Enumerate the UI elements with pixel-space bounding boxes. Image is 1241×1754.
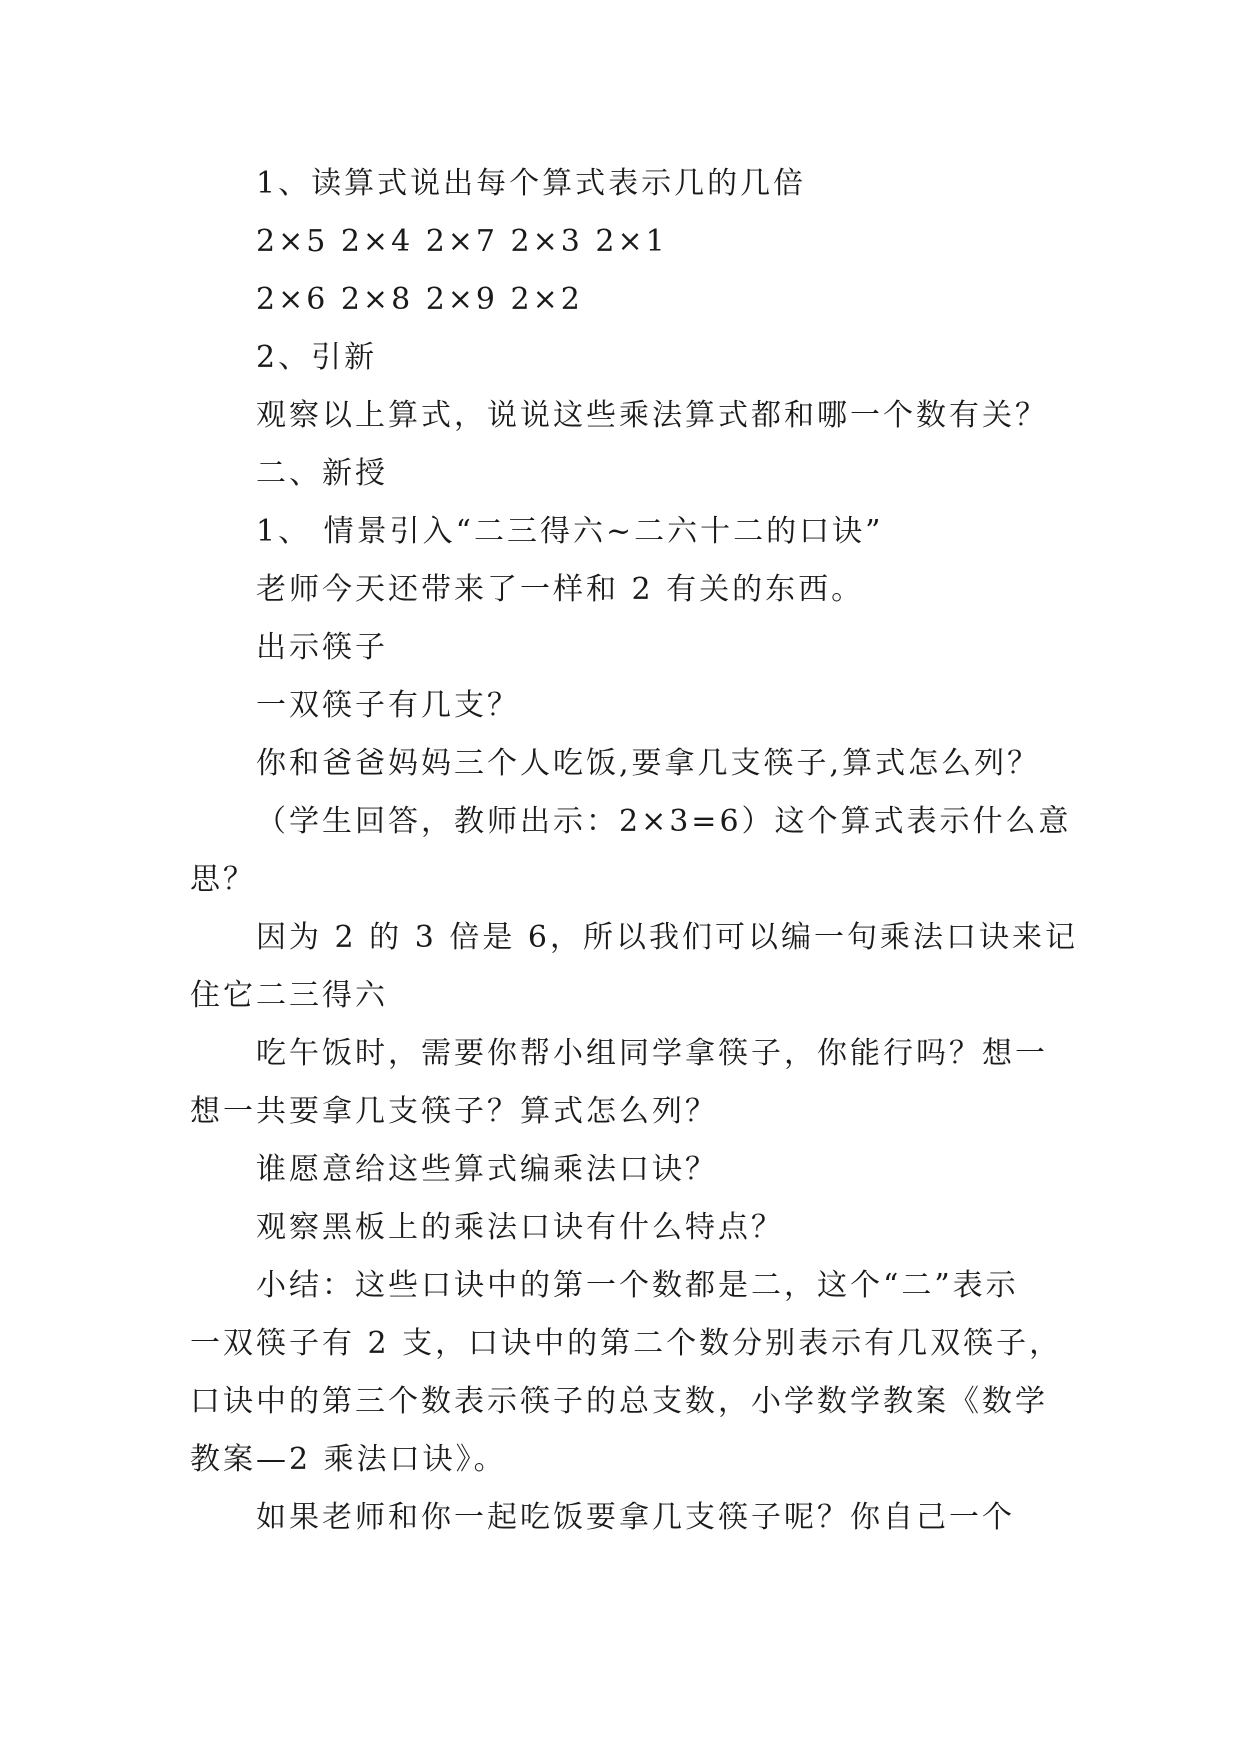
paragraph-line: 2×6 2×8 2×9 2×2 — [256, 282, 583, 317]
paragraph-line: 吃午饭时，需要你帮小组同学拿筷子，你能行吗？想一 — [256, 1036, 1048, 1071]
paragraph-line: 2×5 2×4 2×7 2×3 2×1 — [256, 224, 668, 259]
paragraph-line: 你和爸爸妈妈三个人吃饭,要拿几支筷子,算式怎么列？ — [256, 746, 1041, 781]
paragraph-line: 出示筷子 — [256, 630, 388, 665]
paragraph-line: 2、引新 — [256, 340, 378, 375]
paragraph-line: 教案—2 乘法口诀》。 — [190, 1442, 507, 1477]
paragraph-line: 一双筷子有几支？ — [256, 688, 520, 723]
paragraph-line: 口诀中的第三个数表示筷子的总支数，小学数学教案《数学 — [190, 1384, 1048, 1419]
paragraph-line: 小结：这些口诀中的第一个数都是二，这个“二”表示 — [256, 1268, 1019, 1303]
section-heading: 二、新授 — [256, 456, 388, 491]
paragraph-line: 如果老师和你一起吃饭要拿几支筷子呢？你自己一个 — [256, 1500, 1015, 1535]
paragraph-line: 想一共要拿几支筷子？算式怎么列？ — [190, 1094, 718, 1129]
paragraph-line: 观察以上算式，说说这些乘法算式都和哪一个数有关？ — [256, 398, 1048, 433]
paragraph-line: 因为 2 的 3 倍是 6，所以我们可以编一句乘法口诀来记 — [256, 920, 1078, 955]
paragraph-line: 思？ — [190, 862, 256, 897]
paragraph-line: 观察黑板上的乘法口诀有什么特点？ — [256, 1210, 784, 1245]
paragraph-line: 老师今天还带来了一样和 2 有关的东西。 — [256, 572, 865, 607]
paragraph-line: 1、读算式说出每个算式表示几的几倍 — [256, 166, 807, 201]
paragraph-line: 一双筷子有 2 支，口诀中的第二个数分别表示有几双筷子， — [190, 1326, 1063, 1361]
paragraph-line: 1、 情景引入“二三得六~二六十二的口诀” — [256, 514, 884, 549]
paragraph-line: 谁愿意给这些算式编乘法口诀？ — [256, 1152, 718, 1187]
paragraph-line: 住它二三得六 — [190, 978, 388, 1013]
paragraph-line: （学生回答，教师出示：2×3=6）这个算式表示什么意 — [256, 804, 1072, 839]
